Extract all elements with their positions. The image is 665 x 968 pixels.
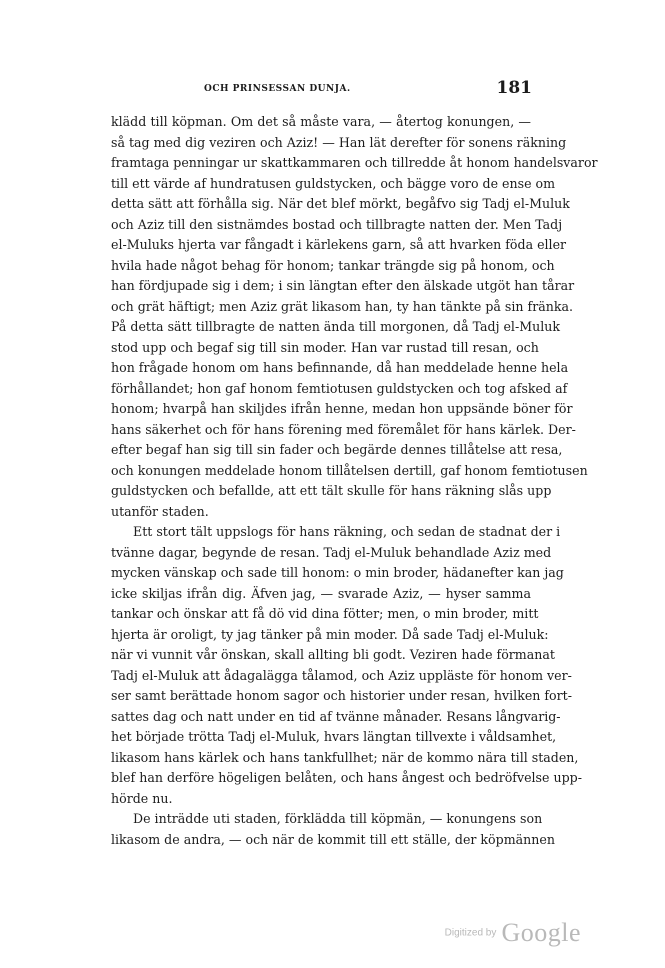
text-line: icke skiljas ifrån dig. Äfven jag, — svarade Aziz, — hyser samma (111, 585, 531, 601)
text-line: likasom de andra, — och när de kommit till ett ställe, der köpmännen (111, 831, 555, 847)
text-line: På detta sätt tillbragte de natten ända till morgonen, då Tadj el-Muluk (111, 319, 560, 334)
body-text (111, 112, 598, 850)
text-line: Tadj el-Muluk att ådagalägga tålamod, och Aziz uppläste för honom ver- (111, 667, 572, 683)
digitized-by-label: Digitized by (444, 927, 497, 939)
text-line: hjerta är oroligt, ty jag tänker på min moder. Då sade Tadj el-Muluk: (111, 626, 549, 642)
text-line: het började trötta Tadj el-Muluk, hvars längtan tillvexte i våldsamhet, (111, 729, 557, 744)
text-line: stod upp och begaf sig till sin moder. Han var rustad till resan, och (111, 339, 539, 355)
text-line: guldstycken och befallde, att ett tält skulle för hans räkning slås upp (111, 483, 552, 498)
text-line: till ett värde af hundratusen guldstycken, och bägge voro de ense om (111, 175, 556, 191)
text-line: likasom hans kärlek och hans tankfullhet; när de kommo nära till staden, (111, 749, 579, 765)
text-line: blef han derföre högeligen belåten, och hans ångest och bedröfvelse upp- (111, 770, 582, 785)
text-line: tankar och önskar att få dö vid dina fötter; men, o min broder, mitt (111, 606, 539, 621)
text-line: hvila hade något behag för honom; tankar trängde sig på honom, och (111, 257, 555, 273)
text-line: Ett stort tält uppslogs för hans räkning, och sedan de stadnat der i (133, 524, 561, 539)
text-line: och grät häftigt; men Aziz grät likasom han, ty han tänkte på sin fränka. (111, 298, 573, 314)
digitized-watermark (445, 918, 581, 948)
text-line: hörde nu. (111, 790, 173, 806)
text-line: detta sätt att förhålla sig. När det blef mörkt, begåfvo sig Tadj el-Muluk (111, 196, 570, 211)
text-line: tvänne dagar, begynde de resan. Tadj el-Muluk behandlade Aziz med (111, 544, 552, 560)
text-line: honom; hvarpå han skiljdes ifrån henne, medan hon uppsände böner för (111, 401, 573, 416)
text-line: ser samt berättade honom sagor och historier under resan, hvilken fort- (111, 688, 572, 703)
text-line: förhållandet; hon gaf honom femtiotusen guldstycken och tog afsked af (111, 380, 568, 396)
text-line: hans säkerhet och för hans förening med föremålet för hans kärlek. Der- (111, 421, 576, 437)
google-logo: Google (501, 918, 581, 947)
text-line: och Aziz till den sistnämdes bostad och tillbragte natten der. Men Tadj (111, 216, 563, 232)
text-line: och konungen meddelade honom tillåtelsen dertill, gaf honom femtiotusen (111, 462, 588, 478)
page-header (112, 78, 532, 102)
text-line: utanför staden. (111, 503, 209, 519)
text-line: framtaga penningar ur skattkammaren och tillredde åt honom handelsvaror (111, 155, 598, 170)
text-line: De inträdde uti staden, förklädda till köpmän, — konungens son (133, 811, 543, 826)
text-line: han fördjupade sig i dem; i sin längtan efter den älskade utgöt han tårar (111, 278, 575, 293)
running-head: OCH PRINSESSAN DUNJA. (204, 84, 351, 94)
text-line: klädd till köpman. Om det så måste vara, — återtog konungen, — (111, 114, 531, 129)
text-line: sattes dag och natt under en tid af tvänne månader. Resans långvarig- (111, 708, 561, 724)
text-line: hon frågade honom om hans befinnande, då han meddelade henne hela (111, 360, 569, 375)
text-line: så tag med dig veziren och Aziz! — Han lät derefter för sonens räkning (111, 134, 567, 150)
text-line: när vi vunnit vår önskan, skall allting bli godt. Veziren hade förmanat (111, 647, 555, 662)
page-number: 181 (496, 78, 532, 98)
text-line: mycken vänskap och sade till honom: o min broder, hädanefter kan jag (111, 565, 564, 580)
text-line: efter begaf han sig till sin fader och begärde dennes tillåtelse att resa, (111, 442, 563, 457)
text-line: el-Muluks hjerta var fångadt i kärlekens garn, så att hvarken föda eller (111, 237, 567, 252)
